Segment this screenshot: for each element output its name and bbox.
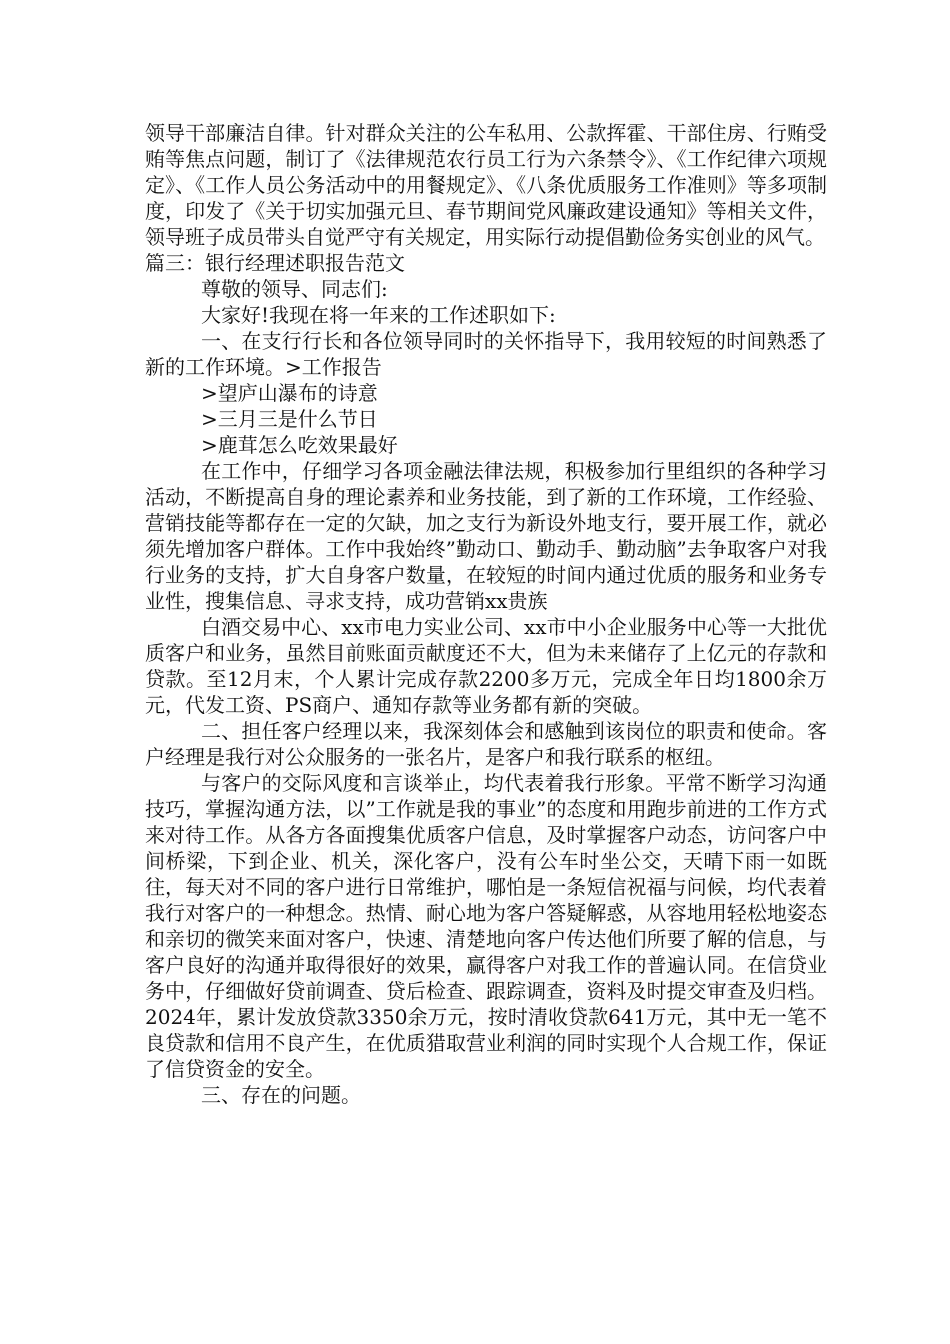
link-item-3[interactable]: >鹿茸怎么吃效果最好 — [201, 433, 398, 457]
paragraph-work: 在工作中，仔细学习各项金融法律法规，积极参加行里组织的各种学习活动，不断提高自身的理论素养和业务技能，到了新的工作环境，工作经验、营销技能等都存在一定的欠缺，加之支行为新设外地支行，要开展工作，就必须先增加客户群体。工作中我始终”勤动口、勤动手、勤动脑”去争取客户对我行业务的支持，扩大自身客户数量，在较短的时间内通过优质的服务和业务专业性，搜集信息、寻求支持，成功营销xx贵族 — [145, 459, 827, 613]
paragraph-clients: 白酒交易中心、xx市电力实业公司、xx市中小企业服务中心等一大批优质客户和业务，虽然目前账面贡献度还不大，但为未来储存了上亿元的存款和贷款。至12月末，个人累计完成存款2200多万元，完成全年日均1800余万元，代发工资、PS商户、通知存款等业务都有新的突破。 — [145, 615, 827, 717]
greeting: 大家好!我现在将一年来的工作述职如下: — [201, 303, 556, 327]
document-page — [145, 120, 827, 1108]
paragraph-section-one: 一、在支行行长和各位领导同时的关怀指导下，我用较短的时间熟悉了新的工作环境。>工作报告 — [145, 329, 827, 379]
section-heading: 篇三：银行经理述职报告范文 — [145, 251, 405, 275]
link-item-1[interactable]: >望庐山瀑布的诗意 — [201, 381, 378, 405]
paragraph-section-two: 二、担任客户经理以来，我深刻体会和感触到该岗位的职责和使命。客户经理是我行对公众服务的一张名片，是客户和我行联系的枢纽。 — [145, 719, 827, 769]
paragraph-1: 领导干部廉洁自律。针对群众关注的公车私用、公款挥霍、干部住房、行贿受贿等焦点问题，制订了《法律规范农行员工行为六条禁令》、《工作纪律六项规定》、《工作人员公务活动中的用餐规定》、《八条优质服务工作准则》等多项制度，印发了《关于切实加强元旦、春节期间党风廉政建设通知》等相关文件，领导班子成员带头自觉严守有关规定，用实际行动提倡勤俭务实创业的风气。 — [145, 121, 827, 249]
salutation: 尊敬的领导、同志们: — [201, 277, 388, 301]
link-item-2[interactable]: >三月三是什么节日 — [201, 407, 378, 431]
paragraph-section-three: 三、存在的问题。 — [201, 1083, 361, 1107]
paragraph-communication: 与客户的交际风度和言谈举止，均代表着我行形象。平常不断学习沟通技巧，掌握沟通方法，以”工作就是我的事业”的态度和用跑步前进的工作方式来对待工作。从各方各面搜集优质客户信息，及时掌握客户动态，访问客户中间桥梁，下到企业、机关，深化客户，没有公车时坐公交，天晴下雨一如既往，每天对不同的客户进行日常维护，哪怕是一条短信祝福与问候，均代表着我行对客户的一种想念。热情、耐心地为客户答疑解惑，从容地用轻松地姿态和亲切的微笑来面对客户，快速、清楚地向客户传达他们所要了解的信息，与客户良好的沟通并取得很好的效果，赢得客户对我工作的普遍认同。在信贷业务中，仔细做好贷前调查、贷后检查、跟踪调查，资料及时提交审查及归档。2024年，累计发放贷款3350余万元，按时清收贷款641万元，其中无一笔不良贷款和信用不良产生，在优质猎取营业利润的同时实现个人合规工作，保证了信贷资金的安全。 — [145, 771, 827, 1081]
